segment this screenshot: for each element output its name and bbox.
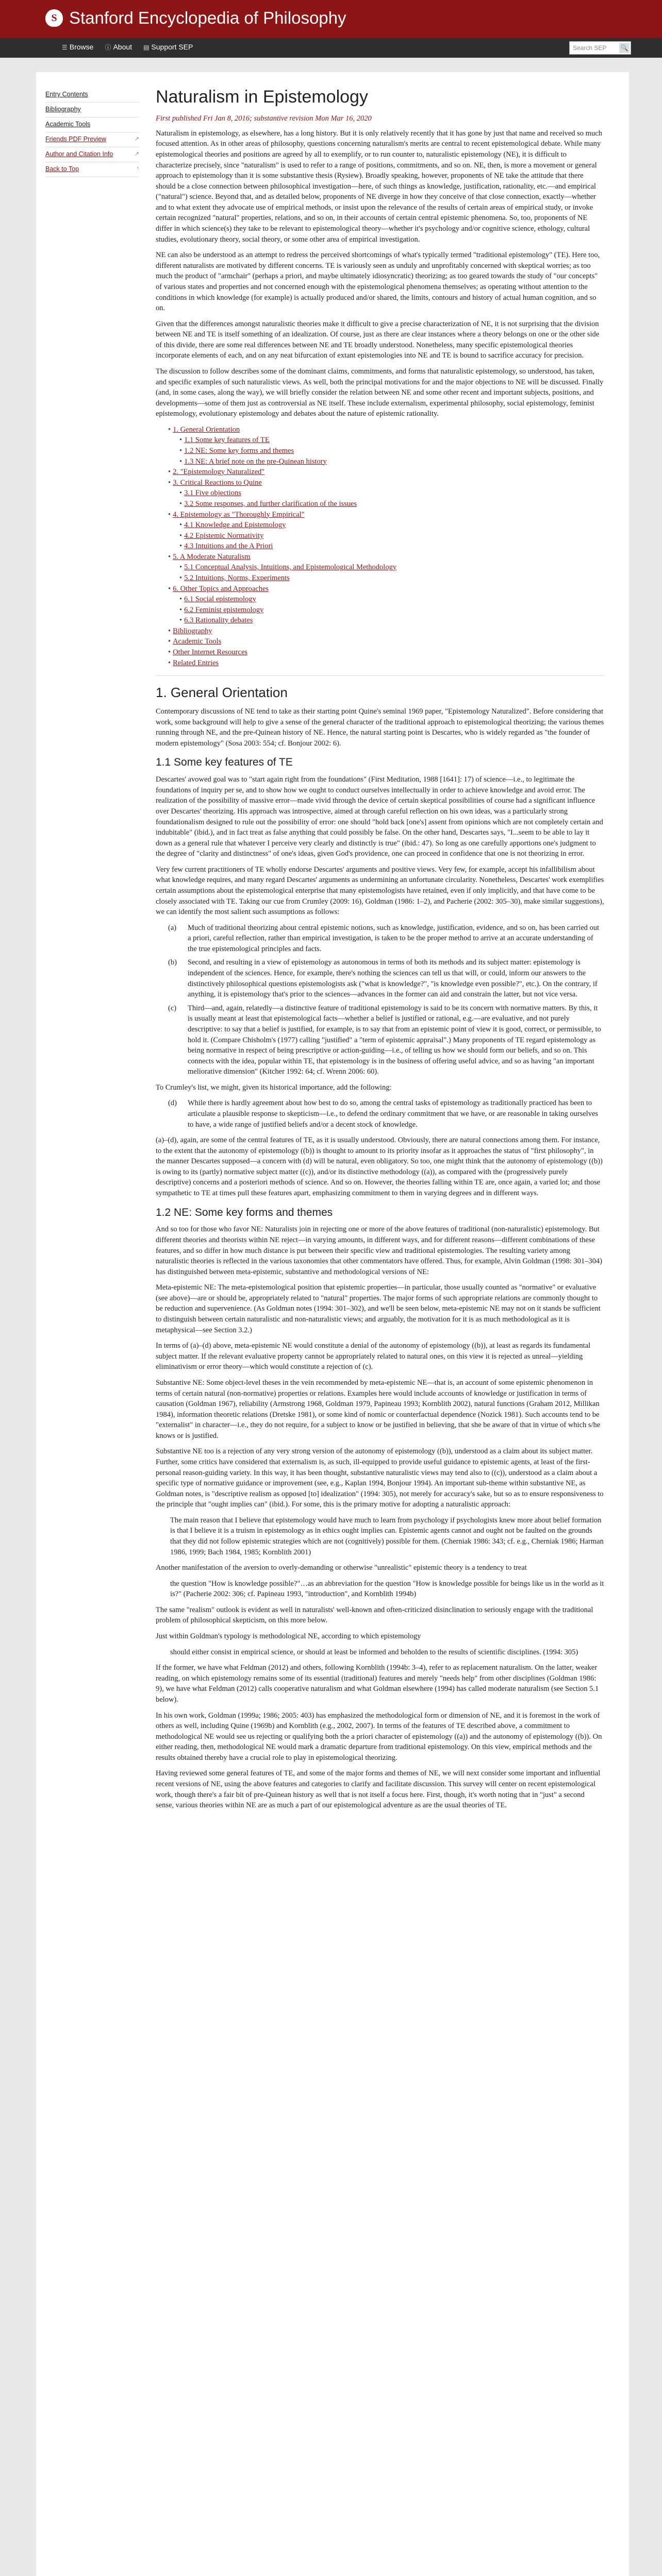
enumerated-list: [168, 1098, 604, 1130]
sidebar-item-entry-contents[interactable]: [45, 88, 139, 103]
nav-item-about[interactable]: [105, 43, 132, 52]
sidebar-item-label: Author and Citation Info: [45, 150, 113, 158]
toc-entry: [168, 658, 604, 669]
item-label: (b): [168, 958, 177, 967]
sidebar-item-bibliography[interactable]: [45, 103, 139, 117]
table-of-contents: [156, 425, 604, 668]
sidebar-item-label: Bibliography: [45, 106, 81, 113]
bullet-icon: •: [179, 563, 183, 572]
menu-icon: ☰: [62, 44, 68, 51]
paragraph: Substantive NE too is a rejection of any very strong version of the autonomy of epistemology ((b)), understood as a claim about its subject matter. Further, some critics have considered that externalism is, as such, ill-equipped to provide useful guidance to epistemic agents, at least of the first-personal reason-guiding variety. In this way, it has been thought, substantive naturalistic views may tend also to ((c)), understood as a claim about a specific type of normative guidance or improvement (see, e.g., Kaplan 1994, Bonjour 1994). An important sub-theme within substantive NE, as Goldman notes, is "descriptive realism as opposed [to] idealization" (1994: 305), not merely for accuracy's sake, but so as to ensure responsiveness to the principle that "ought implies can" (ibid.). For some, this is the primary motive for adopting a naturalistic approach:: [156, 1447, 604, 1509]
sidebar-item-academic-tools[interactable]: [45, 117, 139, 132]
toc-entry: [179, 435, 604, 446]
stanford-seal-icon: S: [45, 9, 63, 27]
toc-entry: [168, 425, 604, 467]
toc-entry: [179, 562, 604, 573]
toc-entry: [179, 499, 604, 510]
toc-link[interactable]: 5. A Moderate Naturalism: [173, 552, 251, 561]
section-heading: 1. General Orientation: [156, 685, 288, 701]
sidebar-item-label: Friends PDF Preview: [45, 135, 107, 143]
toc-entry: [179, 531, 604, 541]
item-text: While there is hardly agreement about how best to do so, among the central tasks of epistemology as traditionally practiced has been to articulate a plausible response to skepticism—i.e., to defend the ordinary commitment that we have, or are reasonable in taking ourselves to have, a wide range of justified beliefs and/or a decent stock of knowledge.: [188, 1099, 599, 1129]
nav-item-support-sep[interactable]: [143, 43, 193, 52]
toc-link[interactable]: 3.2 Some responses, and further clarification of the issues: [184, 499, 357, 508]
toc-sublist: [168, 435, 604, 467]
item-label: (c): [168, 1004, 177, 1012]
preamble: [156, 128, 604, 419]
toc-entry: [168, 467, 604, 478]
toc-sublist: [168, 594, 604, 626]
bullet-icon: •: [168, 478, 171, 487]
search-input[interactable]: [569, 41, 631, 55]
preamble-paragraph: Naturalism in epistemology, as elsewhere, has a long history. But it is only relatively recently that it has gone by just that name and received so much focused attention. As in other areas of philosophy, questions concerning naturalism's merits are central to recent epistemological debate. While many epistemological theories and positions are agreed by all to exemplify, or to run counter to, naturalistic epistemology (NE), it is difficult to characterize precisely, since "naturalism" is used to refer to a range of positions, commitments, and so on. NE, then, is more a movement or general approach to epistemology than it is some substantive thesis (Rysiew). Broadly speaking, however, proponents of NE take the attitude that there should be a close connection between philosophical investigation—here, of such things as knowledge, justification, rationality, etc.—and empirical ("natural") science. Beyond that, and as detailed below, proponents of NE diverge in how they conceive of that close connection, exactly—whether and to what extent they advocate use of empirical methods, or insist upon the relevance of the results of certain areas of empirical study, or invoke certain recognized "natural" properties, relations, and so on, in their accounts of certain central epistemic phenomena. So, too, proponents of NE differ in which science(s) they take to be relevant to epistemological theory—whether it's psychology and/or cognitive science, ethology, cultural studies, evolutionary theory, social theory, or some other area of empirical investigation.: [156, 129, 602, 244]
toc-entry: [179, 446, 604, 456]
toc-link[interactable]: Other Internet Resources: [173, 648, 248, 657]
sidebar-item-label: Entry Contents: [45, 91, 88, 98]
paragraph: Just within Goldman's typology is methodological NE, according to which epistemology: [156, 1632, 421, 1641]
section-body: [156, 1224, 604, 1510]
item-text: Second, and resulting in a view of epistemology as autonomous in terms of both its methods and its subject matter: epistemology is independent of the sciences. Hence, for example, there's nothing the sciences can tell us that will, or could, inform our answers to the distinctively philosophical questions epistemologists ask ("what is knowledge?", "is knowledge even possible?", etc.). On the contrary, if anything, it is epistemology that's prior to the sciences—advances in the former can aid and constrain the latter, but not vice versa.: [188, 958, 598, 999]
toc-entry: [179, 594, 604, 605]
toc-sublist: [168, 562, 604, 583]
paragraph: Very few current practitioners of TE wholly endorse Descartes' arguments and positive views. Very few, for example, accept his infallibilism about what knowledge requires, and many regard Descartes' arguments as undermining an unfortunate circularity. Nonetheless, Descartes' work exemplifies certain assumptions about the epistemological enterprise that many epistemologists have retained, even if only implicitly, and that have come to be closely associated with TE. Taking our cue from Crumley (2009: 16), Goldman (1986: 1–2), and Pacherie (2002: 305–30), make similar suggestions), we can identify the most salient such assumptions as follows:: [156, 865, 604, 917]
toc-entry: [179, 456, 604, 467]
toc-entry: [168, 647, 604, 658]
toc-link[interactable]: 5.2 Intuitions, Norms, Experiments: [184, 573, 290, 582]
block-quote: the question "How is knowledge possible?"…as an abbreviation for the question "How is knowledge possible for beings like us in the world as it is?" (Pacherie 2002: 306; cf. Papineau 1993, "introduction", and Kornblith 1994b): [170, 1579, 604, 1599]
block-quote: The main reason that I believe that epistemology would have much to learn from psychology if psychologists knew more about belief formation is that I believe it is a truism in epistemology as in ethics ought implies can. Epistemic agents cannot and ought not be faulted on the grounds that they did not follow epistemic strategies which are not (cognitively) possible for them. (Cherniak 1986: 343; cf. e.g., Cherniak 1986; Harman 1986, 1999; Bach 1984, 1985; Kornblith 2001): [170, 1516, 604, 1556]
toc-link[interactable]: 3.1 Five objections: [184, 489, 241, 498]
paragraph: In his own work, Goldman (1999a; 1986; 2005: 403) has emphasized the methodological form or dimension of NE, and it is foremost in the work of others as well, including Quine (1969b) and Kornblith (e.g., 2002, 2007). In terms of the features of TE described above, a commitment to methodological NE would see us rejecting or qualifying both the a priori character of epistemology ((a)) and the autonomy of epistemology ((b)). On either reading, then, methodological NE would mark a dramatic departure from traditional epistemology. On this view, empirical methods and the results obtained thereby have a crucial role to play in epistemological theorizing.: [156, 1711, 602, 1762]
nav-item-label: About: [113, 43, 133, 51]
enumerated-item: [168, 1003, 604, 1077]
bullet-icon: •: [179, 521, 183, 530]
toc-entry: [179, 520, 604, 531]
toc-entry: [168, 584, 604, 626]
site-header: [0, 0, 662, 58]
info-icon: ⓘ: [105, 44, 111, 51]
item-text: Much of traditional theorizing about central epistemic notions, such as knowledge, justification, evidence, and so on, has been carried out a priori, careful reflection, rather than empirical investigation, is taken to be the proper method to arrive at an accurate understanding of the true epistemological principles and facts.: [188, 923, 600, 953]
toc-link[interactable]: 6.3 Rationality debates: [184, 616, 253, 625]
section-body: [156, 774, 604, 918]
toc-link[interactable]: 1. General Orientation: [173, 425, 240, 434]
external-link-icon: ↗: [134, 151, 139, 157]
toc-link[interactable]: 3. Critical Reactions to Quine: [173, 478, 262, 487]
search-placeholder: Search SEP: [573, 44, 607, 52]
book-icon: ▤: [143, 44, 150, 51]
toc-link[interactable]: 4.1 Knowledge and Epistemology: [184, 521, 286, 530]
toc-list: [156, 425, 604, 668]
toc-entry: [168, 552, 604, 584]
toc-entry: [168, 626, 604, 637]
sidebar-item-label: Academic Tools: [45, 121, 91, 128]
toc-link[interactable]: 6.2 Feminist epistemology: [184, 605, 264, 614]
toc-link[interactable]: 6.1 Social epistemology: [184, 595, 256, 604]
toc-link[interactable]: 6. Other Topics and Approaches: [173, 584, 269, 593]
bullet-icon: •: [168, 510, 171, 519]
toc-link[interactable]: Bibliography: [173, 626, 212, 635]
bullet-icon: •: [179, 542, 183, 551]
bullet-icon: •: [168, 648, 171, 657]
item-label: (d): [168, 1099, 177, 1108]
subsection-heading: 1.1 Some key features of TE: [156, 756, 293, 769]
toc-link[interactable]: Related Entries: [173, 658, 219, 667]
section-body: [156, 1563, 604, 1811]
bullet-icon: •: [179, 457, 183, 466]
paragraph: In terms of (a)–(d) above, meta-epistemic NE would constitute a denial of the autonomy of epistemology ((b)), at least as regards its fundamental subject matter. If the relevant evaluative property cannot be appropriately related to natural ones, on this view it is rejected as unreal—yielding eliminativism or error theory—which would constitute a rejection of (c).: [156, 1342, 591, 1371]
bullet-icon: •: [168, 425, 171, 434]
bullet-icon: •: [179, 573, 183, 582]
search-icon[interactable]: 🔍: [619, 43, 630, 53]
site-title[interactable]: Stanford Encyclopedia of Philosophy: [69, 8, 346, 27]
sidebar: [45, 88, 139, 177]
paragraph: Descartes' avowed goal was to "start again right from the foundations" (First Meditation, 1988 [1641]: 17) of science—i.e., to legitimate the foundations of inquiry per se, and to show how we ought to conduct ourselves intellectually in order to achieve knowledge and avoid error. The realization of the possibility of massive error—made vivid through the device of certain skeptical possibilities of course had a significant influence over Descartes' theorizing. His approach was introspective, aimed at through careful reflection on his own ideas, was a particularly strong foundationalism designed to rule out the possibility of error: one should "hold back [one's] assent from opinions which are not completely certain and indubitable" (ibid.), and in fact treat as false anything that could possibly be false. On the other hand, Descartes says, "I...seem to be able to lay it down as a general rule that whatever I perceive very clearly and distinctly is true" (ibid.: 47). So long as one carefully apportions one's judgment to the degree of "clarity and distinctness" of one's ideas, given God's providence, one can proceed in confidence that one is not theorizing in error.: [156, 775, 603, 858]
toc-entry: [179, 615, 604, 626]
enumerated-item: [168, 923, 604, 955]
bullet-icon: •: [179, 616, 183, 625]
block-quote: should either consist in empirical science, or should at least be informed and beholden to the results of scientific disciplines. (1994: 305): [170, 1648, 578, 1656]
preamble-paragraph: Given that the differences amongst naturalistic theories make it difficult to give a precise characterization of NE, it is not surprising that the division between NE and TE is itself something of an idealization. Of course, just as there are clear instances where a theory belongs on one or the other side of this divide, there are some real differences between NE and TE broadly understood. Nonetheless, many specific epistemological theories incorporate elements of each, and on any neat bifurcation of extant epistemologies into NE and TE is bound to sacrifice accuracy for precision.: [156, 319, 600, 360]
bullet-icon: •: [168, 552, 171, 561]
toc-sublist: [168, 488, 604, 509]
bullet-icon: •: [179, 531, 183, 540]
toc-link[interactable]: 2. "Epistemology Naturalized": [173, 468, 265, 477]
bullet-icon: •: [179, 499, 183, 508]
sidebar-item-back-to-top[interactable]: [45, 162, 139, 177]
paragraph: Having reviewed some general features of TE, and some of the major forms and themes of NE, we will next consider some important and influential recent versions of NE, using the above features and categories to clarify and facilitate discussion. This survey will center on recent epistemological work, though there's a fair bit of pre-Quinean history as well that is not itself a focus here. First, though, it's worth noting that in "just" a second sense, various theories within NE are as much a part of our epistemological adventure as are the usual theories of TE.: [156, 1769, 601, 1810]
paragraph: Contemporary discussions of NE tend to take as their starting point Quine's seminal 1969 paper, "Epistemology Naturalized". Before considering that work, some background will help to give a sense of the general character of the traditional approach to epistemological theorizing; the various themes running through NE, and the pre-Quinean history of NE. Hence, the natural starting point is Descartes, who is widely regarded as "the founder of modern epistemology" (Sosa 2003: 554; cf. Bonjour 2002: 6).: [156, 707, 604, 748]
publication-info: First published Fri Jan 8, 2016; substantive revision Mon Mar 16, 2020: [156, 114, 372, 123]
toc-sublist: [168, 520, 604, 552]
bullet-icon: •: [179, 436, 183, 445]
paragraph: The same "realism" outlook is evident as well in naturalists' well-known and often-criticized disinclination to seriously engage with the traditional problem of philosophical skepticism, on this more below.: [156, 1605, 593, 1625]
toc-link[interactable]: 5.1 Conceptual Analysis, Intuitions, and Epistemological Methodology: [184, 563, 397, 572]
nav-item-label: Support SEP: [151, 43, 193, 51]
sidebar-item-label: Back to Top: [45, 165, 79, 173]
nav-item-label: Browse: [69, 43, 94, 51]
divider: [156, 675, 604, 676]
sidebar-item-author-and-citation-info[interactable]: [45, 147, 139, 162]
toc-link[interactable]: Academic Tools: [173, 637, 222, 646]
toc-entry: [168, 478, 604, 510]
preamble-paragraph: NE can also be understood as an attempt to redress the perceived shortcomings of what's typically termed "traditional epistemology" (TE). Here too, different naturalists are motivated by different concerns. TE is variously seen as unduly and unprofitably concerned with skeptical worries; as too much the product of "armchair" (perhaps a priori, and maybe ultimately idiosyncratic) theorizing; as too geared towards the study of "our concepts" of various states and properties and not concerned enough with the epistemological phenomena themselves; as operating without attention to the conditions in which knowledge (for example) is actually produced and/or shared, the limits, contours and history of actual human cognition, and so on.: [156, 251, 600, 313]
subsection-heading: 1.2 NE: Some key forms and themes: [156, 1206, 333, 1218]
bullet-icon: •: [168, 658, 171, 667]
item-label: (a): [168, 923, 177, 932]
bullet-icon: •: [168, 637, 171, 646]
toc-link[interactable]: 4.2 Epistemic Normativity: [184, 531, 264, 540]
bullet-icon: •: [168, 468, 171, 477]
toc-entry: [168, 636, 604, 647]
toc-link[interactable]: 1.3 NE: A brief note on the pre-Quinean history: [184, 457, 327, 466]
preamble-paragraph: The discussion to follow describes some of the dominant claims, commitments, and forms that naturalistic epistemology, so understood, has taken, and specific examples of such naturalistic views. As well, both the principal motivations for and the major objections to NE will be discussed. Finally (and, in some cases, along the way), we will briefly consider the relation between NE and some other recent and important subjects, positions, and developments—some of them just as controversial as NE itself. These include externalism, experimental philosophy, social epistemology, feminist epistemology, evolutionary epistemology and debates about the nature of epistemic rationality.: [156, 367, 604, 418]
toc-link[interactable]: 1.2 NE: Some key forms and themes: [184, 447, 294, 455]
toc-entry: [168, 510, 604, 552]
enumerated-item: [168, 957, 604, 999]
toc-entry: [179, 488, 604, 499]
bullet-icon: •: [179, 605, 183, 614]
paragraph: If the former, we have what Feldman (2012) and others, following Kornblith (1994b: 3–4), refer to as replacement naturalism. On the latter, weaker reading, on which epistemology remains some of its essential (traditional) features and merely "needs help" from other disciplines (Goldman 1986: 9), we have what Feldman (2012) calls cooperative naturalism and what Goldman elsewhere (1994) has called moderate naturalism (see Section 5.1 below).: [156, 1664, 599, 1704]
toc-link[interactable]: 4.3 Intuitions and the A Priori: [184, 542, 273, 551]
paragraph: (a)–(d), again, are some of the central features of TE, as it is usually understood. Obviously, there are natural connections among them. For instance, to the extent that the autonomy of epistemology ((b)) is thought to amount to its priority insofar as it approaches the status of "first philosophy", in the manner Descartes supposed—a concern with (d) will be natural, even obligatory. So too, one might think that the autonomy of epistemology ((b)) is owing to its (partly) normative subject matter ((c)), and/or its distinctive methodology ((a)), as compared with the (progressively purely descriptive) concerns and a posteriori methods of science. And so on. However, the theories falling within TE are, once again, a varied lot; and those sympathetic to TE at times pull these features apart, emphasizing commitment to them in varying degrees and in different ways.: [156, 1136, 603, 1198]
external-link-icon: ↗: [134, 136, 139, 142]
site-brand[interactable]: [45, 8, 346, 28]
entry-title: Naturalism in Epistemology: [156, 87, 368, 107]
nav-menu: [62, 43, 193, 52]
toc-entry: [179, 605, 604, 616]
bullet-icon: •: [179, 489, 183, 498]
external-link-icon: ↑: [136, 165, 139, 172]
item-text: Third—and, again, relatedly—a distinctive feature of traditional epistemology is said to be its concern with normative matters. By this, it is usually meant at least that epistemological facts—whether a belief is justified or rational, e.g.—are evaluative, and not purely descriptive: to say that a belief is justified, for example, is to say that from an epistemic point of view it is good, correct, or permissible, to hold it. (Compare Chisholm's (1977) calling "justified" a "term of epistemic appraisal".) Many proponents of TE regard epistemology as being normative in respect of being prescriptive or action-guiding—i.e., of telling us how we should form our beliefs, and so on. This connects with the idea, popular within TE, that epistemology is in the business of offering useful advice, and so as having "an important meliorative dimension" (Kitcher 1992: 64; cf. Wrenn 2006: 60).: [188, 1004, 601, 1076]
bullet-icon: •: [168, 584, 171, 593]
toc-link[interactable]: 4. Epistemology as "Thoroughly Empirical": [173, 510, 305, 519]
toc-entry: [179, 573, 604, 584]
enumerated-list: [168, 923, 604, 1077]
sidebar-item-friends-pdf-preview[interactable]: [45, 132, 139, 147]
enumerated-item: [168, 1098, 604, 1130]
paragraph: Another manifestation of the aversion to overly-demanding or otherwise "unrealistic" epistemic theory is a tendency to treat: [156, 1564, 527, 1572]
nav-bar: [0, 38, 662, 58]
nav-item-browse[interactable]: [62, 43, 93, 52]
article: [156, 84, 604, 1816]
paragraph: And so too for those who favor NE: Naturalists join in rejecting one or more of the above features of traditional (non-naturalistic) epistemology. But different theories and theorists within NE reject—in varying amounts, in different ways, and for different reasons—different combinations of these features, and so differ in how much distance is put between their specific view and traditional epistemologies. The resulting variety among naturalistic theories is reflected in the various taxonomies that other commentators have offered. Thus, for example, Alvin Goldman (1998: 301–304) has distinguished between meta-epistemic, substantive and methodological versions of NE:: [156, 1225, 603, 1276]
bullet-icon: •: [168, 626, 171, 635]
page-content: [36, 72, 629, 2576]
bullet-icon: •: [179, 447, 183, 455]
toc-entry: [179, 541, 604, 552]
paragraph: Meta-epistemic NE: The meta-epistemological position that epistemic properties—in particular, those usually counted as "normative" or evaluative (see above)—are or should be, appropriately related to "natural" properties. The major forms of such appropriate relations are commonly thought to be reduction and supervenience. (As Goldman notes (1994: 301–302), and we'll be seen below, meta-epistemic NE may not on it stands be sufficient to distinguish between certain naturalistic and non-naturalistic views; and arguably, the motivation for it is as much methodological as it is metaphysical—see Section 3.2.): [156, 1283, 601, 1334]
paragraph: To Crumley's list, we might, given its historical importance, add the following:: [156, 1083, 392, 1092]
paragraph: Substantive NE: Some object-level theses in the vein recommended by meta-epistemic NE—that is, an account of some epistemic phenomenon in terms of certain natural (non-normative) properties or relations. Examples here would include accounts of knowledge or justification in terms of causation (Goldman 1967), reliability (Armstrong 1968, Goldman 1979, Papineau 1993; Kornblith 2002), natural functions (Graham 2012, Millikan 1984), information theoretic relations (Dretske 1981), or some kind of nomic or counterfactual dependence (Nozick 1981). Such accounts tend to be "externalist" in character—i.e., they do not require, for a subject to know or be justified in believing, that she be aware of that in virtue of which s/he knows or is justified.: [156, 1378, 601, 1440]
bullet-icon: •: [179, 595, 183, 604]
toc-link[interactable]: 1.1 Some key features of TE: [184, 436, 270, 445]
